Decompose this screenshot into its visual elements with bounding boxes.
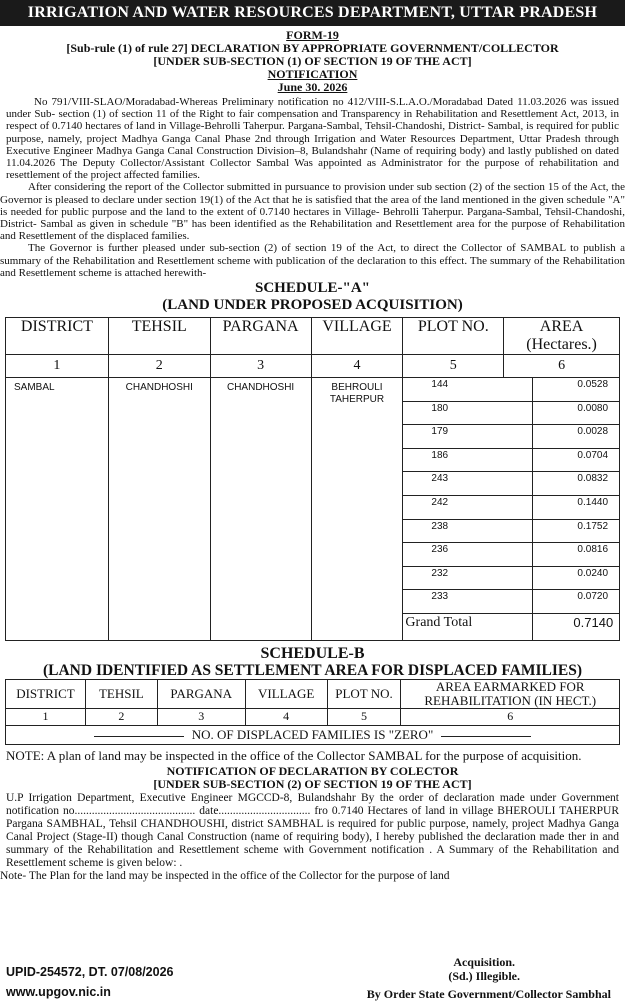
acquisition-note: NOTE: A plan of land may be inspected in the office of the Collector SAMBAL for the purpose of acquisition. [6,747,582,763]
plot-row [403,543,619,567]
schedule-b-header-row [6,679,620,708]
plot-area-cell [403,378,620,641]
schedule-a-data-row [6,378,620,641]
form-rule-line: [Sub-rule (1) of rule 27] DECLARATION BY APPROPRIATE GOVERNMENT/COLLECTOR [66,41,559,55]
col-number: 2 [108,355,210,378]
plot-number: 242 [403,496,533,520]
notification-date: June 30. 2026 [277,80,348,94]
plot-area: 0.0240 [533,566,619,590]
plot-number: 238 [403,519,533,543]
notification-label: NOTIFICATION [267,67,358,81]
plot-row [403,496,619,520]
website-link[interactable]: www.upgov.nic.in [6,985,111,999]
col-number: 4 [245,708,327,725]
pargana-cell: CHANDHOSHI [210,378,311,641]
dash-line [441,736,531,737]
col-area-earmarked: AREA EARMARKED FOR REHABILITATION (IN HECT.) [401,679,620,708]
col-number: 4 [311,355,403,378]
schedule-a-title: SCHEDULE-"A" [254,280,370,297]
section2-body: U.P Irrigation Department, Executive Engineer MGCCD-8, Bulandshahr By the order of declaration made under Government notification no.......................................... date................................ fro 0.7140 Hectares of land in village BHEROULI TAHERPUR Pargana SAMBHAL, Tehsil CHANDHOUSHI, district SAMBHAL is required for public purpose, namely, project Madhya Ganga Canal Project (Stage-II) though Canal Construction (name of requiring body), I hereby published the declaration made ther in and summary of the Rehabilitation and Resettlement scheme with Government notification . A Summary of the Rehabilitation and Resettlement scheme is given below: . [6,791,619,869]
col-number: 1 [6,708,86,725]
plot-row [403,448,619,472]
department-header: IRRIGATION AND WATER RESOURCES DEPARTMENT, UTTAR PRADESH [0,0,625,26]
tehsil-cell: CHANDHOSHI [108,378,210,641]
section2-subtitle: [UNDER SUB-SECTION (2) OF SECTION 19 OF THE ACT] [153,776,472,791]
schedule-b-families-row [6,725,620,744]
section2-note: Note- The Plan for the land may be inspected in the office of the Collector for the purpose of land [0,869,450,882]
footer [0,955,625,1005]
displaced-families [6,725,620,744]
plot-number: 236 [403,543,533,567]
plot-area: 0.0528 [533,378,619,401]
plot-row [403,566,619,590]
col-village: VILLAGE [311,318,403,355]
schedule-a-subtitle: (LAND UNDER PROPOSED ACQUISITION) [162,297,463,314]
village-cell: BEHROULI TAHERPUR [311,378,403,641]
grand-total-value: 0.7140 [573,614,614,630]
col-number: 5 [403,355,504,378]
form-number: FORM-19 [286,28,339,42]
col-village: VILLAGE [245,679,327,708]
schedule-b-heading [0,645,625,679]
schedule-a-header-row [6,318,620,355]
col-number: 2 [85,708,157,725]
schedule-b-subtitle: (LAND IDENTIFIED AS SETTLEMENT AREA FOR DISPLACED FAMILIES) [42,661,583,679]
col-number: 6 [504,355,620,378]
plot-area: 0.0080 [533,401,619,425]
plot-number: 243 [403,472,533,496]
col-area: AREA (Hectares.) [504,318,620,355]
grand-total-row [403,613,619,640]
plot-row [403,378,619,401]
body-paragraphs [0,96,625,279]
col-pargana: PARGANA [157,679,245,708]
col-number: 3 [157,708,245,725]
plot-number: 180 [403,401,533,425]
acquisition-word: Acquisition. [453,955,515,969]
col-district: DISTRICT [6,318,109,355]
plot-area: 0.0720 [533,590,619,614]
paragraph-3: The Governor is further pleased under sub-section (2) of section 19 of the Act, to direct the Collector of SAMBAL to publish a summary of the Rehabilitation and Resettlement scheme with publication of the declaration to this effect. The summary of the Rehabilitation and Resettlement scheme is attached herewith- [0,242,625,279]
plot-area: 0.0704 [533,448,619,472]
plot-area: 0.0816 [533,543,619,567]
col-number: 3 [210,355,311,378]
col-number: 5 [327,708,401,725]
plot-row [403,519,619,543]
plot-row [403,472,619,496]
plot-number: 144 [403,378,533,401]
plot-number: 232 [403,566,533,590]
upid-label: UPID-254572, DT. 07/08/2026 [6,965,174,979]
col-plot-no: PLOT NO. [327,679,401,708]
schedule-a-heading [0,280,625,314]
order-line: By Order State Government/Collector Sambhal [366,987,611,1001]
plot-number: 233 [403,590,533,614]
plot-area-list [403,378,619,640]
plot-area: 0.1440 [533,496,619,520]
plot-area: 0.0028 [533,425,619,449]
section2-heading [0,765,625,791]
plot-number: 186 [403,448,533,472]
plot-area: 0.1752 [533,519,619,543]
paragraph-1: No 791/VIII-SLAO/Moradabad-Whereas Preliminary notification no 412/VIII-S.L.A.O./Moradabad Dated 11.03.2026 was issued under Sub- section (1) of section 11 of the Right to fair compensation and Transparency in Rehabilitation and Resettlement Act, 2013, in respect of 0.7140 hectares of land in Village-Behrolli Taherpur. Pargana-Sambal, Tehsil-Chandoshi, District- Sambal, is required for public purpose, namely, project Madhya Ganga Canal Phase 2nd through Irrigation and Water Resources Department, Uttar Pradesh through Executive Engineer Madhya Ganga Canal Construction Division–8, Bulandshahr (Name of requiring body) and lastly published on dated 11.04.2026 The Deputy Collector/Assistant Collector Sambal Was appointed as Administrator for the purpose of rehabilitation and resettlement of the project affected families. [6,96,619,182]
plot-area: 0.0832 [533,472,619,496]
grand-total-label: Grand Total [403,613,533,640]
plot-row [403,425,619,449]
plot-number: 179 [403,425,533,449]
col-pargana: PARGANA [210,318,311,355]
signature-note: (Sd.) Illegible. [448,969,520,983]
plot-row [403,590,619,614]
schedule-a-table [5,317,620,641]
schedule-a-number-row [6,355,620,378]
schedule-b-table [5,679,620,745]
schedule-b-number-row [6,708,620,725]
col-number: 1 [6,355,109,378]
col-number: 6 [401,708,620,725]
displaced-families-text: NO. OF DISPLACED FAMILIES IS "ZERO" [191,726,434,742]
form-section-line: [UNDER SUB-SECTION (1) OF SECTION 19 OF THE ACT] [153,54,472,68]
plot-row [403,401,619,425]
schedule-b-title: SCHEDULE-B [260,644,365,662]
paragraph-2: After considering the report of the Collector submitted in pursuance to provision under sub section (2) of the section 15 of the Act, the Governor is pleased to declare under section 19(1) of the Act that he is satisfied that the area of the land mentioned in the given schedule "A" is needed for public purpose and the land to the extent of 0.7140 hectares in Village- Behrolli Taherpur. Pargana-Sambal, Tehsil-Chandoshi, District- Sambal as given in schedule "B" has been identified as the Rehabilitation and Resettlement area for the purpose of Rehabilitation and Resettlement of the displaced families. [0,181,625,243]
col-district: DISTRICT [6,679,86,708]
form-heading [0,29,625,94]
col-tehsil: TEHSIL [108,318,210,355]
col-plot-no: PLOT NO. [403,318,504,355]
dash-line [94,736,184,737]
col-tehsil: TEHSIL [85,679,157,708]
district-cell: SAMBAL [6,378,109,641]
section2-title: NOTIFICATION OF DECLARATION BY COLECTOR [166,763,459,778]
